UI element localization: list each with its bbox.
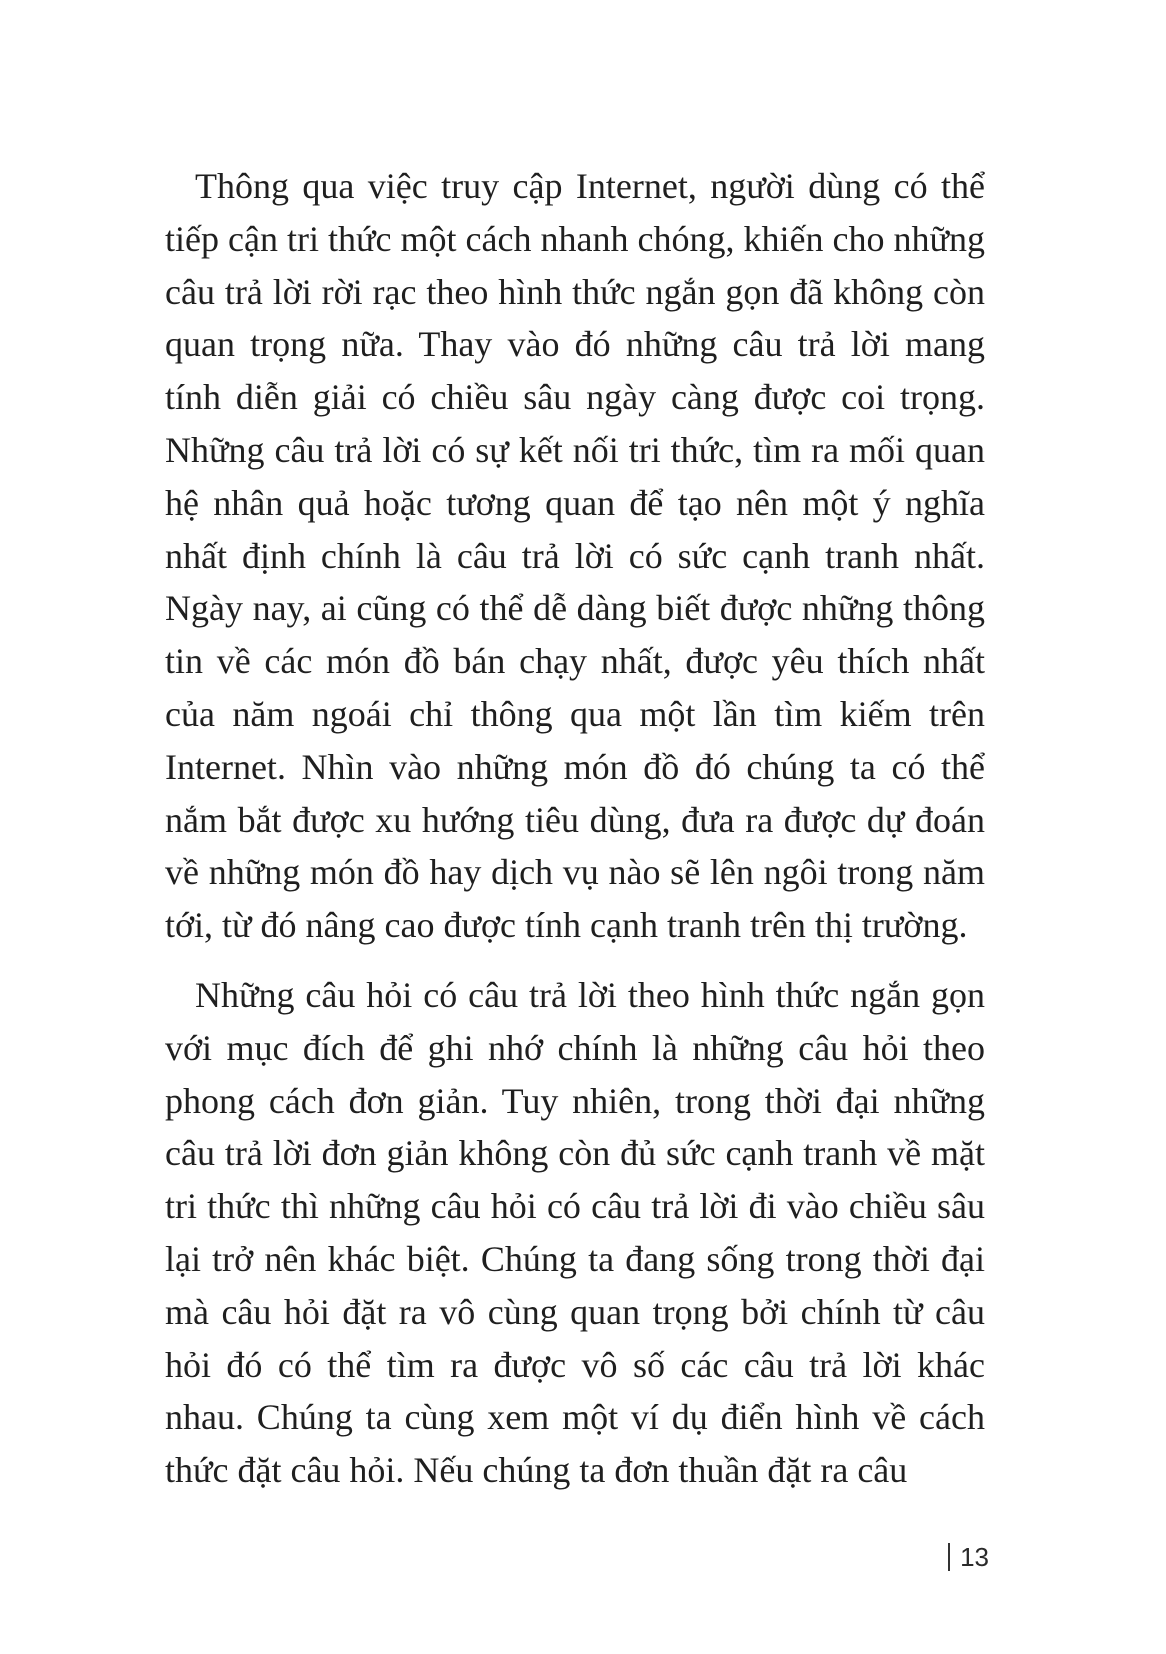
paragraph-1: Thông qua việc truy cập Internet, người dùng có thể tiếp cận tri thức một cách nhanh chóng, khiến cho những câu trả lời rời rạc theo hình thức ngắn gọn đã không còn quan trọng nữa. Thay vào đó những câu trả lời mang tính diễn giải có chiều sâu ngày càng được coi trọng. Những câu trả lời có sự kết nối tri thức, tìm ra mối quan hệ nhân quả hoặc tương quan để tạo nên một ý nghĩa nhất định chính là câu trả lời có sức cạnh tranh nhất. Ngày nay, ai cũng có thể dễ dàng biết được những thông tin về các món đồ bán chạy nhất, được yêu thích nhất của năm ngoái chỉ thông qua một lần tìm kiếm trên Internet. Nhìn vào những món đồ đó chúng ta có thể nắm bắt được xu hướng tiêu dùng, đưa ra được dự đoán về những món đồ hay dịch vụ nào sẽ lên ngôi trong năm tới, từ đó nâng cao được tính cạnh tranh trên thị trường.: [165, 166, 985, 946]
paragraph-2: Những câu hỏi có câu trả lời theo hình thức ngắn gọn với mục đích để ghi nhớ chính là những câu hỏi theo phong cách đơn giản. Tuy nhiên, trong thời đại những câu trả lời đơn giản không còn đủ sức cạnh tranh về mặt tri thức thì những câu hỏi có câu trả lời đi vào chiều sâu lại trở nên khác biệt. Chúng ta đang sống trong thời đại mà câu hỏi đặt ra vô cùng quan trọng bởi chính từ câu hỏi đó có thể tìm ra được vô số các câu trả lời khác nhau. Chúng ta cùng xem một ví dụ điển hình về cách thức đặt câu hỏi. Nếu chúng ta đơn thuần đặt ra câu: [165, 974, 985, 1491]
body-text: [165, 160, 985, 1497]
page-number-divider: [948, 1543, 950, 1571]
page-footer: [948, 1538, 989, 1576]
page-number: 13: [960, 1541, 989, 1572]
